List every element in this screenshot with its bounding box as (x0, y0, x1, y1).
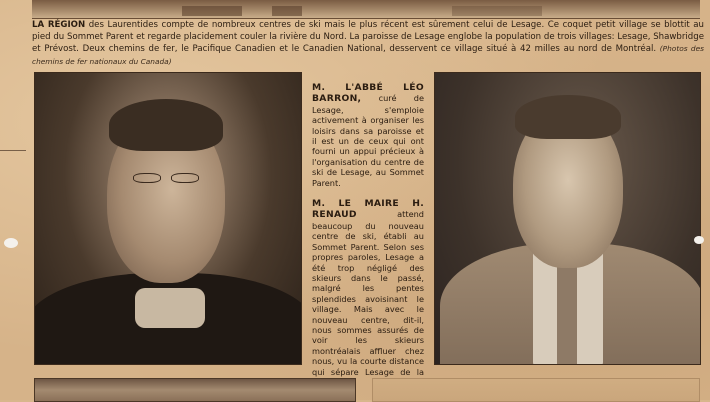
paper-tear-right (694, 236, 704, 244)
caption-body: des Laurentides compte de nombreux centres de ski mais le plus récent est sûrement celui de Lesage. Ce coquet petit village se blottit au pied du Sommet Parent et regarde placidement couler la rivière du Nord. La paroisse de Lesage englobe la population de trois villages: Lesage, Shawbridge et Prévost. Deux chemins de fer, le Pacifique Canadien et le Canadien National, desservent ce village situé à 42 milles au nord de Montréal. (32, 20, 704, 54)
bio-text-barron: curé de Lesage, s'emploie activement à organiser les loisirs dans sa paroisse et il est un de ceux qui ont fourni un appui précieux à l'organisation du centre de ski de Lesage, au Sommet Parent. (312, 93, 424, 188)
margin-mark (0, 150, 26, 151)
bio-name-barron: M. L'ABBÉ LÉO BARRON, (312, 82, 424, 105)
bio-abbe-barron (312, 82, 424, 188)
paper-tear-left (4, 238, 18, 248)
portrait-abbe-barron (34, 72, 302, 365)
photo-credit: (Photos des chemins de fer nationaux du Canada) (32, 44, 704, 66)
bio-text-renaud: attend beaucoup du nouveau centre de ski, établi au Sommet Parent. Selon ses propres paroles, Lesage a été trop négligé des skieurs dans le passé, malgré les pentes splendides avoisinant le village. Mais avec le nouveau centre, dit-il, nous sommes assurés de voir les skieurs montréalais affluer chez nous, vu la courte distance qui sépare Lesage de la (312, 209, 424, 377)
region-caption (32, 20, 704, 68)
caption-lead: LA RÉGION (32, 20, 86, 30)
top-landscape-photo (32, 0, 700, 19)
biographies-column (312, 82, 424, 397)
bottom-right-panel (372, 378, 700, 402)
bio-name-renaud: M. LE MAIRE H. RENAUD (312, 198, 424, 221)
bio-maire-renaud (312, 198, 424, 387)
bottom-landscape-photo (34, 378, 356, 402)
portrait-maire-renaud (434, 72, 701, 365)
